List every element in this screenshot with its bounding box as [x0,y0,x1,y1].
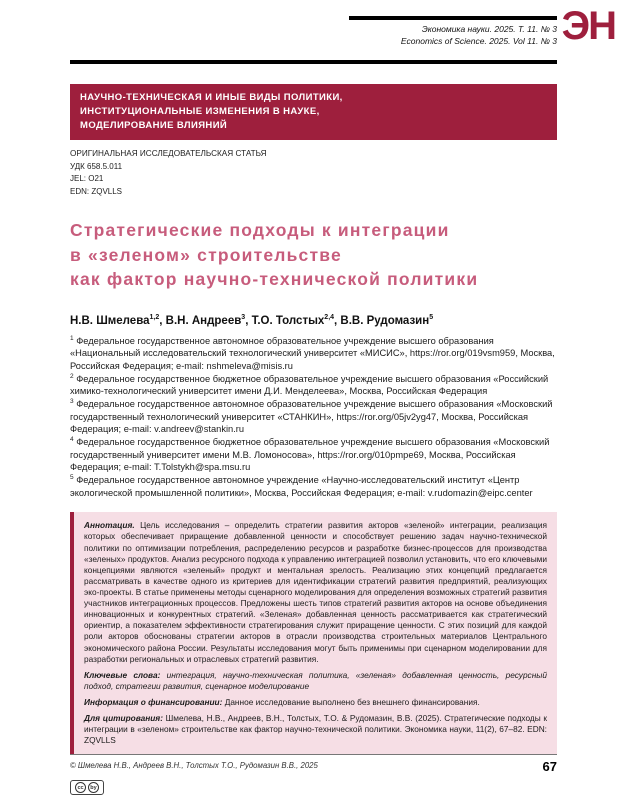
affiliation-item: $^2$ Федеральное государственное бюджетное образовательное учреждение высшего образования «Российский химико-технологический университет имени Д.И. Менделеева», Москва, Российская Федерация [70,372,549,397]
cc-by-license-badge [70,780,104,795]
keywords-text: интеграция, научно-техническая политика, «зеленая» добавленная ценность, ресурсный подход, стратегии развития, сценарное моделирование [84,669,547,691]
affiliation-item: $^3$ Федеральное государственное автономное образовательное учреждение высшего образования «Московский государственный технологический университет «СТАНКИН», https://ror.org/05jv2yg47, Москва, Российская Федерация; e-mail: v.andreev@stankin.ru [70,397,553,435]
article-meta [70,148,557,198]
funding-text: Данное исследование выполнено без внешнего финансирования. [222,696,480,707]
keywords-label: Ключевые слова: [84,669,161,680]
page-number: 67 [542,759,557,774]
citation-text: Шмелева, Н.В., Андреев, В.Н., Толстых, Т.О. & Рудомазин, В.В. (2025). Стратегические подходы к интеграции в «зеленом» строительстве как фактор научно-технической политики. Экономика науки, 11(2), 67–82. EDN: ZQVLLS [84,713,547,746]
journal-title-en: Economics of Science. 2025. Vol 11. № 3 [400,36,557,47]
article-type: ОРИГИНАЛЬНАЯ ИССЛЕДОВАТЕЛЬСКАЯ СТАТЬЯ [70,149,267,159]
journal-header [70,16,557,70]
edn-code: EDN: ZQVLLS [70,186,123,196]
funding-paragraph [84,697,547,708]
citation-paragraph [84,713,547,746]
page-footer [70,754,557,774]
affiliation-item: $^4$ Федеральное государственное бюджетное образовательное учреждение высшего образования «Московский государственный университет имени М.В. Ломоносова», https://ror.org/010pmpe69, Москва, Российская Федерация; e-mail: T.Tolstykh@spa.msu.ru [70,435,550,473]
authors-line: Н.В. Шмелева$^{1,2}$, В.Н. Андреев$^3$, Т.О. Толстых$^{2,4}$, В.В. Рудомазин$^5$ [70,313,434,327]
abstract-paragraph [84,520,547,664]
by-person-icon: by [88,782,99,793]
jel-code: JEL: O21 [70,174,104,184]
journal-logo: ЭН [561,4,615,48]
udk-code: УДК 658.5.011 [70,162,123,171]
affiliations [70,335,557,500]
keywords-paragraph [84,670,547,692]
header-rule-bottom [70,60,557,64]
copyright-line: © Шмелева Н.В., Андреев В.Н., Толстых Т.О., Рудомазин В.В., 2025 [70,761,318,770]
abstract-text: Цель исследования – определить стратегии развития акторов «зеленой» интеграции, реализация которых обеспечивает приращение добавленной ценности и способствует решению задач научно-технической политики по оптимизации потребления, распределению ресурсов и разработке бизнес-процессов для производства «зеленых» продуктов. Анализ ресурсного подхода к управлению интеграцией позволил установить, что его ключевыми концепциями являются «зеленый» продукт и ментальная зрелость. Реализацию этих концепций предлагается рассматривать в качестве одного из критериев для идентификации стратегий развития предприятий, реализующих эко-проекты. В статье применены методы сценарного моделирования для определения возможных стратегий развития участников интеграционных процессов. Предложены шесть типов стратегий развития акторов на основе объединения инновационных и конкурентных стратегий. «Зеленая» добавленная ценность рассматривается как стратегический ориентир, а показателем эффективности стратегирования служит приращение ценности. С этих позиций для каждой роли акторов обоснованы стратегии акторов в отрасли производства строительных материалов Центрального экономического района России. Результаты исследования могут быть применимы при сценарном моделировании для разработки региональных и отраслевых стратегий развития. [84,520,548,664]
citation-label: Для цитирования: [84,713,163,724]
affiliation-item: $^1$ Федеральное государственное автономное образовательное учреждение высшего образования «Национальный исследовательский технологический университет «МИСИС», https://ror.org/019vsm959, Москва, Российская Федерация; e-mail: nshmeleva@misis.ru [70,334,555,371]
header-rule-top [349,16,557,20]
abstract-box [70,512,557,755]
journal-title-ru: Экономика науки. 2025. Т. 11. № 3 [421,24,557,34]
affiliation-item: $^5$ Федеральное государственное автономное учреждение «Научно-исследовательский институт «Центр экологической промышленной политики», Москва, Российская Федерация; e-mail: v.rudomazin@eipc.center [70,473,533,498]
abstract-label: Аннотация. [84,520,135,531]
cc-icon: cc [75,782,86,793]
funding-label: Информация о финансировании: [84,696,223,707]
section-banner: НАУЧНО-ТЕХНИЧЕСКАЯ И ИНЫЕ ВИДЫ ПОЛИТИКИ, ИНСТИТУЦИОНАЛЬНЫЕ ИЗМЕНЕНИЯ В НАУКЕ, МОДЕЛИРОВАНИЕ ВЛИЯНИЙ [70,84,557,140]
article-title: Стратегические подходы к интеграции в «зеленом» строительстве как фактор научно-технической политики [70,220,479,290]
